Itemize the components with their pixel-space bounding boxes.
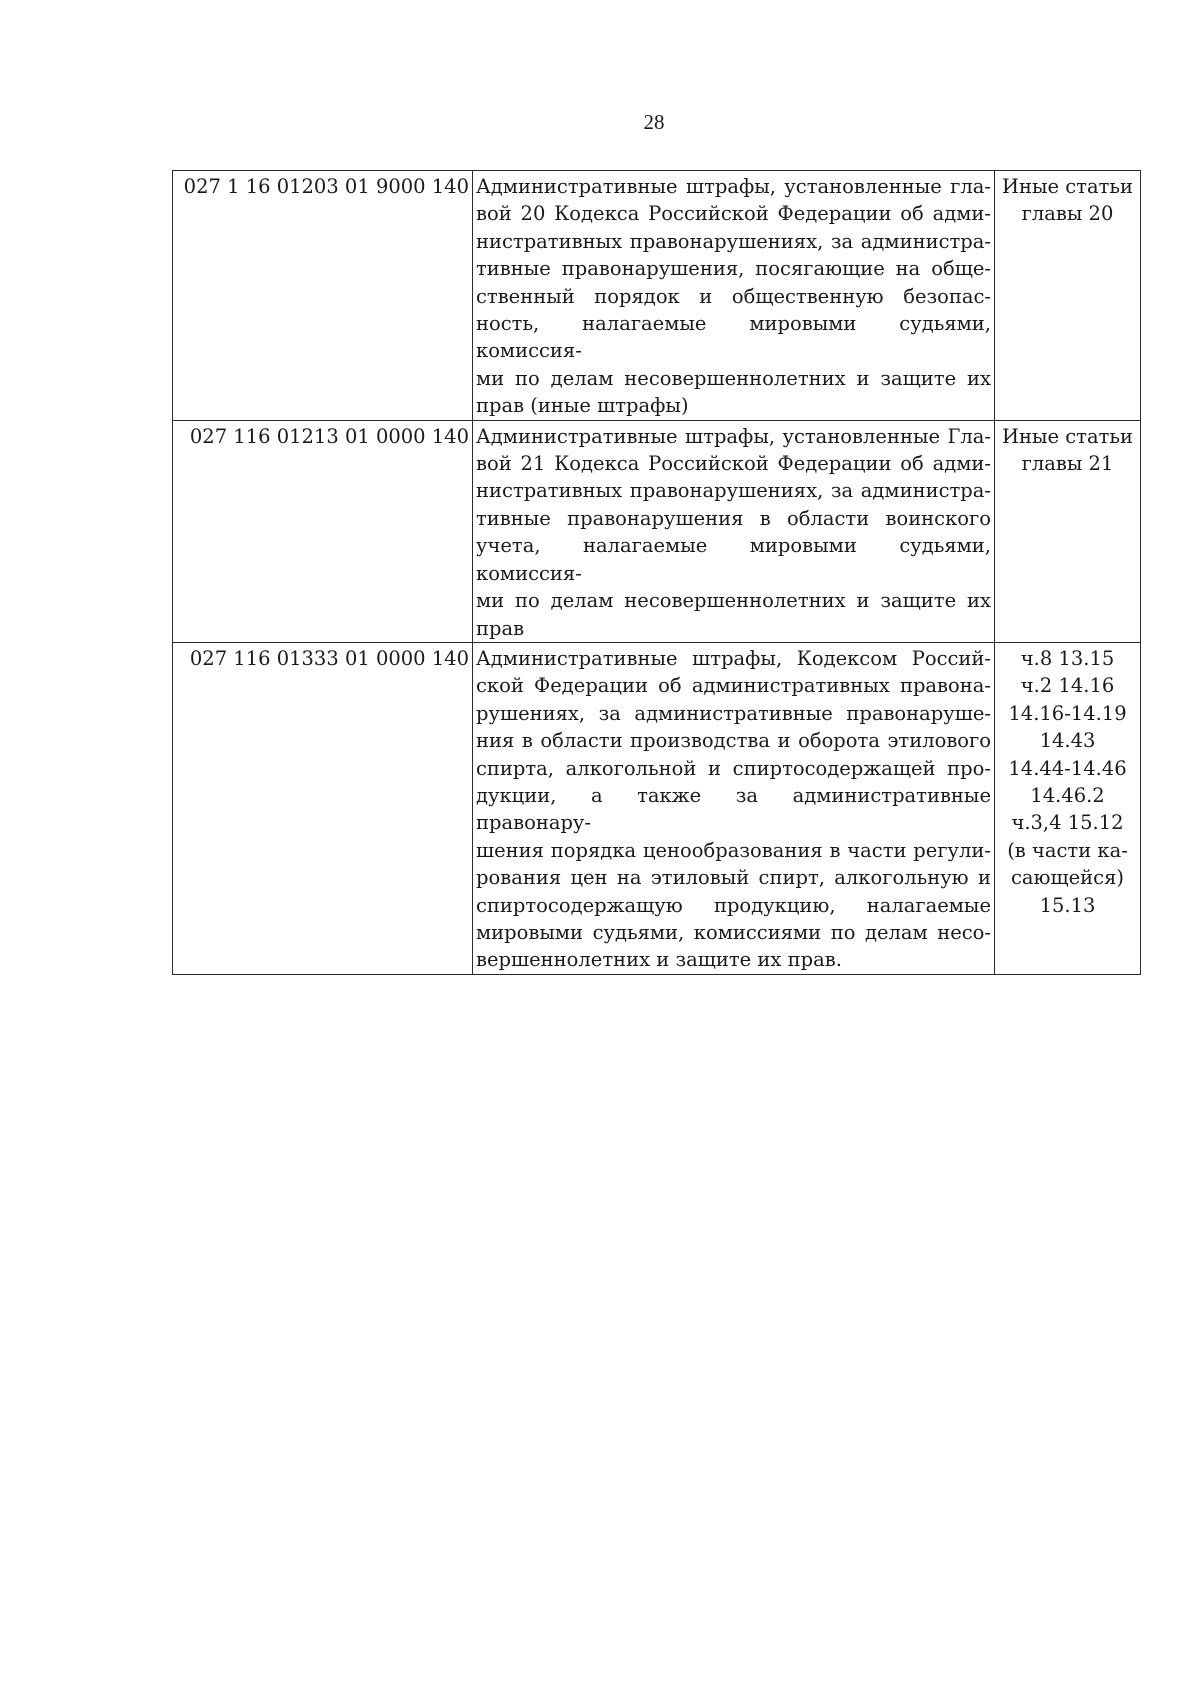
fines-table xyxy=(172,170,1141,975)
description-line: нистративных правонарушениях, за администра- xyxy=(476,479,991,503)
fine-description xyxy=(473,642,995,974)
description-line: нистративных правонарушениях, за администра- xyxy=(476,229,991,253)
article-reference: 15.13 xyxy=(1039,893,1096,917)
fine-description xyxy=(473,420,995,642)
article-reference: сающейся) xyxy=(1010,866,1125,890)
article-reference: главы 21 xyxy=(1021,452,1114,476)
description-line: дукции, а также за административные правонару- xyxy=(476,783,991,835)
code-articles xyxy=(995,171,1141,421)
description-line: ния в области производства и оборота этилового xyxy=(476,729,991,753)
description-line: прав xyxy=(476,616,525,640)
article-reference: Иные статьи xyxy=(1002,175,1133,198)
budget-classification-code: 027 116 01213 01 0000 140 xyxy=(173,420,473,642)
description-line: спирта, алкогольной и спиртосодержащей про- xyxy=(476,756,991,780)
article-reference: Иные статьи xyxy=(1002,424,1133,448)
description-line: вершеннолетних и защите их прав. xyxy=(476,948,842,972)
article-reference: ч.3,4 15.12 xyxy=(1011,811,1124,835)
article-reference: (в части ка- xyxy=(1007,838,1128,862)
code-articles xyxy=(995,642,1141,974)
description-line: ми по делам несовершеннолетних и защите их xyxy=(476,366,991,390)
description-line: ность, налагаемые мировыми судьями, комиссия- xyxy=(476,312,991,363)
table-row xyxy=(173,171,1141,421)
description-line: вой 20 Кодекса Российской Федерации об адми- xyxy=(476,202,991,226)
description-line: рушениях, за административные правонаруше- xyxy=(476,701,991,725)
description-line: ственный порядок и общественную безопас- xyxy=(476,284,991,308)
article-reference: ч.8 13.15 xyxy=(1020,646,1115,670)
description-line: Административные штрафы, установленные гла- xyxy=(476,175,991,198)
description-line: тивные правонарушения, посягающие на обще- xyxy=(476,257,991,281)
article-reference: 14.46.2 xyxy=(1030,783,1105,807)
description-line: прав (иные штрафы) xyxy=(476,394,689,418)
description-line: Административные штрафы, Кодексом Россий- xyxy=(476,646,991,670)
article-reference: 14.16-14.19 xyxy=(1008,701,1127,725)
fine-description xyxy=(473,171,995,421)
code-articles xyxy=(995,420,1141,642)
description-line: тивные правонарушения в области воинского xyxy=(476,506,991,530)
description-line: учета, налагаемые мировыми судьями, комиссия- xyxy=(476,534,991,585)
article-reference: ч.2 14.16 xyxy=(1020,674,1115,698)
description-line: шения порядка ценообразования в части регули- xyxy=(476,838,991,862)
description-line: вой 21 Кодекса Российской Федерации об адми- xyxy=(476,452,991,476)
budget-classification-code: 027 1 16 01203 01 9000 140 xyxy=(173,171,473,421)
fines-table-body xyxy=(173,171,1141,975)
description-line: спиртосодержащую продукцию, налагаемые xyxy=(476,893,991,917)
table-row xyxy=(173,642,1141,974)
budget-classification-code: 027 116 01333 01 0000 140 xyxy=(173,642,473,974)
article-reference: главы 20 xyxy=(1021,202,1114,226)
description-line: Административные штрафы, установленные Гла- xyxy=(476,424,991,448)
description-line: мировыми судьями, комиссиями по делам несо- xyxy=(476,920,991,944)
page-number: 28 xyxy=(643,110,665,134)
article-reference: 14.43 xyxy=(1039,729,1096,753)
description-line: ми по делам несовершеннолетних и защите их xyxy=(476,589,991,613)
description-line: ской Федерации об административных правона- xyxy=(476,674,991,698)
article-reference: 14.44-14.46 xyxy=(1008,756,1127,780)
description-line: рования цен на этиловый спирт, алкогольную и xyxy=(476,866,991,890)
table-row xyxy=(173,420,1141,642)
